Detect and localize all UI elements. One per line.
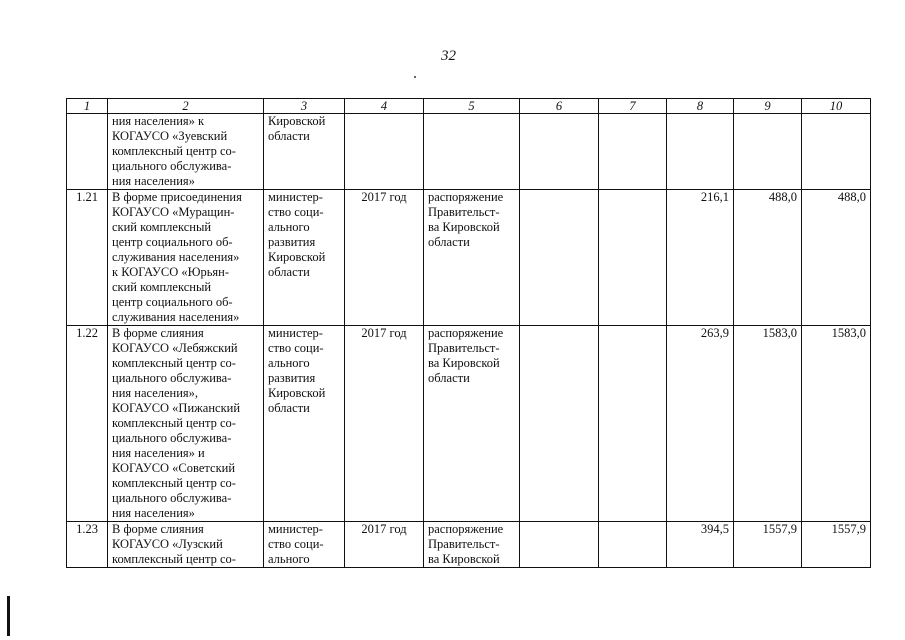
responsible-executor-line: министер-: [268, 326, 323, 340]
measure-description-line: КОГАУСО «Лузский: [112, 537, 223, 551]
measure-description-line: служивания населения»: [112, 250, 240, 264]
responsible-executor-line: ального: [268, 220, 310, 234]
measure-description: [108, 190, 264, 326]
table-row: [67, 522, 871, 568]
responsible-executor: [264, 190, 345, 326]
legal-document-line: Правительст-: [428, 341, 500, 355]
header-cell: 7: [599, 99, 667, 114]
implementation-year: 2017 год: [345, 190, 424, 326]
col-10-value: [802, 114, 871, 190]
legal-document-line: Правительст-: [428, 205, 500, 219]
row-number: 1.23: [67, 522, 108, 568]
measure-description-line: циального обслужива-: [112, 491, 232, 505]
measure-description-line: циального обслужива-: [112, 159, 232, 173]
scan-edge-mark: [7, 596, 10, 636]
header-cell: 8: [667, 99, 734, 114]
measure-description-line: комплексный центр со-: [112, 356, 236, 370]
row-number: 1.22: [67, 326, 108, 522]
measure-description-line: КОГАУСО «Советский: [112, 461, 236, 475]
implementation-year: 2017 год: [345, 326, 424, 522]
col-10-value: 1557,9: [802, 522, 871, 568]
measure-description-line: к КОГАУСО «Юрьян-: [112, 265, 230, 279]
col-6-value: [520, 326, 599, 522]
measure-description-line: ния населения» и: [112, 446, 205, 460]
measure-description-line: центр социального об-: [112, 235, 233, 249]
responsible-executor-line: развития: [268, 371, 316, 385]
measure-description-line: В форме слияния: [112, 326, 204, 340]
col-7-value: [599, 190, 667, 326]
legal-document-line: Правительст-: [428, 537, 500, 551]
responsible-executor-line: министер-: [268, 190, 323, 204]
col-9-value: 1557,9: [734, 522, 802, 568]
measure-description-line: ния населения»: [112, 506, 195, 520]
col-7-value: [599, 114, 667, 190]
responsible-executor-line: ство соци-: [268, 341, 324, 355]
page-number: 32: [441, 48, 456, 64]
implementation-year: [345, 114, 424, 190]
measure-description-line: ский комплексный: [112, 280, 212, 294]
measure-description: [108, 114, 264, 190]
col-9-value: 1583,0: [734, 326, 802, 522]
col-6-value: [520, 190, 599, 326]
measure-description-line: КОГАУСО «Муращин-: [112, 205, 235, 219]
row-number: [67, 114, 108, 190]
legal-document: [424, 326, 520, 522]
header-cell: 1: [67, 99, 108, 114]
row-number: 1.21: [67, 190, 108, 326]
measure-description-line: комплексный центр со-: [112, 416, 236, 430]
measure-description-line: комплексный центр со-: [112, 552, 236, 566]
header-row: [67, 99, 871, 114]
table-row: [67, 190, 871, 326]
measure-description-line: В форме слияния: [112, 522, 204, 536]
legal-document-line: области: [428, 371, 470, 385]
col-9-value: [734, 114, 802, 190]
responsible-executor-line: области: [268, 401, 310, 415]
legal-document: [424, 522, 520, 568]
measure-description-line: ния населения» к: [112, 114, 205, 128]
measure-description-line: ния населения»,: [112, 386, 199, 400]
col-8-value: 394,5: [667, 522, 734, 568]
implementation-year: 2017 год: [345, 522, 424, 568]
legal-document-line: области: [428, 235, 470, 249]
header-cell: 10: [802, 99, 871, 114]
measure-description-line: КОГАУСО «Зуевский: [112, 129, 228, 143]
responsible-executor-line: Кировской: [268, 250, 326, 264]
col-7-value: [599, 522, 667, 568]
header-cell: 9: [734, 99, 802, 114]
measure-description-line: комплексный центр со-: [112, 476, 236, 490]
measure-description-line: ния населения»: [112, 174, 195, 188]
header-cell: 5: [424, 99, 520, 114]
responsible-executor-line: области: [268, 265, 310, 279]
header-cell: 2: [108, 99, 264, 114]
measure-description-line: циального обслужива-: [112, 431, 232, 445]
responsible-executor-line: ство соци-: [268, 205, 324, 219]
col-8-value: 216,1: [667, 190, 734, 326]
col-10-value: 1583,0: [802, 326, 871, 522]
measure-description-line: КОГАУСО «Лебяжский: [112, 341, 238, 355]
col-6-value: [520, 522, 599, 568]
legal-document-line: распоряжение: [428, 522, 504, 536]
responsible-executor-line: ального: [268, 552, 310, 566]
legal-document: [424, 114, 520, 190]
responsible-executor-line: развития: [268, 235, 316, 249]
measure-description-line: КОГАУСО «Пижанский: [112, 401, 241, 415]
responsible-executor-line: ство соци-: [268, 537, 324, 551]
responsible-executor-line: министер-: [268, 522, 323, 536]
col-6-value: [520, 114, 599, 190]
measure-description: [108, 522, 264, 568]
legal-document-line: ва Кировской: [428, 220, 500, 234]
legal-document-line: ва Кировской: [428, 552, 500, 566]
legal-document-line: распоряжение: [428, 190, 504, 204]
measure-description: [108, 326, 264, 522]
responsible-executor: [264, 522, 345, 568]
header-cell: 6: [520, 99, 599, 114]
responsible-executor-line: Кировской: [268, 386, 326, 400]
responsible-executor: [264, 326, 345, 522]
measure-description-line: В форме присоединения: [112, 190, 242, 204]
header-cell: 3: [264, 99, 345, 114]
measure-description-line: комплексный центр со-: [112, 144, 236, 158]
header-cell: 4: [345, 99, 424, 114]
col-7-value: [599, 326, 667, 522]
measure-description-line: циального обслужива-: [112, 371, 232, 385]
col-8-value: 263,9: [667, 326, 734, 522]
col-10-value: 488,0: [802, 190, 871, 326]
table-row: [67, 326, 871, 522]
responsible-executor: [264, 114, 345, 190]
responsible-executor-line: Кировской: [268, 114, 326, 128]
responsible-executor-line: ального: [268, 356, 310, 370]
measure-description-line: ский комплексный: [112, 220, 212, 234]
col-8-value: [667, 114, 734, 190]
budget-table: [66, 98, 871, 568]
measure-description-line: служивания населения»: [112, 310, 240, 324]
legal-document-line: распоряжение: [428, 326, 504, 340]
col-9-value: 488,0: [734, 190, 802, 326]
table-row: [67, 114, 871, 190]
legal-document: [424, 190, 520, 326]
legal-document-line: ва Кировской: [428, 356, 500, 370]
scan-dot: [414, 76, 416, 78]
measure-description-line: центр социального об-: [112, 295, 233, 309]
responsible-executor-line: области: [268, 129, 310, 143]
